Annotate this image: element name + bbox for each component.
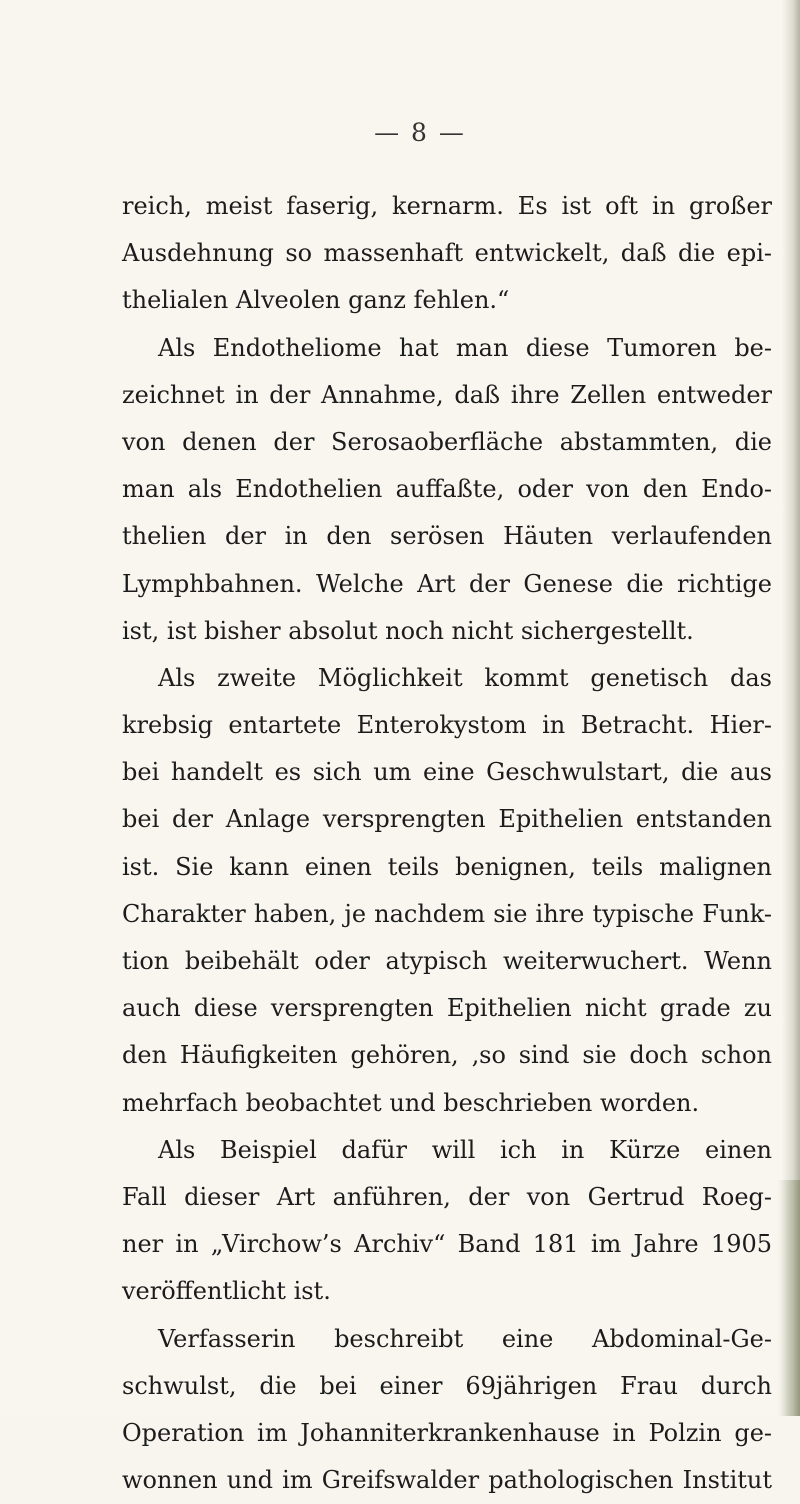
text-line: Lymphbahnen. Welche Art der Genese die richtige: [122, 569, 772, 598]
text-line: von denen der Serosaoberfläche abstammten, die: [122, 427, 772, 456]
text-line: bei der Anlage versprengten Epithelien entstanden: [122, 805, 772, 834]
text-line: wonnen und im Greifswalder pathologischen Institut: [122, 1466, 772, 1495]
text-line: man als Endothelien auffaßte, oder von den Endo-: [122, 475, 772, 504]
paragraph-first-line: Als zweite Möglichkeit kommt genetisch das: [158, 663, 772, 692]
text-line: veröffentlicht ist.: [122, 1277, 331, 1306]
text-line: schwulst, die bei einer 69jährigen Frau durch: [122, 1371, 772, 1400]
text-line: tion beibehält oder atypisch weiterwuchert. Wenn: [122, 947, 772, 975]
text-line: thelien der in den serösen Häuten verlaufenden: [122, 522, 772, 551]
text-line: Ausdehnung so massenhaft entwickelt, daß die epi-: [122, 239, 772, 268]
text-line: ist, ist bisher absolut noch nicht sichergestellt.: [122, 616, 694, 645]
paragraph-first-line: Als Endotheliome hat man diese Tumoren be-: [158, 333, 772, 362]
text-line: ner in „Virchow’s Archiv“ Band 181 im Jahre 1905: [122, 1230, 772, 1259]
paragraph-first-line: Verfasserin beschreibt eine Abdominal-Ge-: [158, 1324, 772, 1353]
text-line: ist. Sie kann einen teils benignen, teils malignen: [122, 852, 772, 881]
page-edge-stain: [778, 1180, 800, 1416]
text-line: Charakter haben, je nachdem sie ihre typische Funk-: [122, 899, 772, 928]
text-line: mehrfach beobachtet und beschrieben worden.: [122, 1088, 700, 1117]
text-line: auch diese versprengten Epithelien nicht grade zu: [122, 994, 772, 1023]
text-line: zeichnet in der Annahme, daß ihre Zellen entweder: [122, 380, 772, 409]
text-line: Fall dieser Art anführen, der von Gertrud Roeg-: [122, 1182, 772, 1211]
text-line: reich, meist faserig, kernarm. Es ist oft in großer: [122, 192, 772, 220]
paragraph-first-line: Als Beispiel dafür will ich in Kürze einen: [158, 1135, 772, 1164]
page-number: — 8 —: [374, 118, 466, 147]
text-line: bei handelt es sich um eine Geschwulstart, die aus: [122, 758, 772, 787]
text-line: Operation im Johanniterkrankenhause in Polzin ge-: [122, 1418, 772, 1447]
body-text: [122, 183, 772, 1504]
text-line: krebsig entartete Enterokystom in Betracht. Hier-: [122, 711, 772, 740]
text-line: den Häufigkeiten gehören, ‚so sind sie doch schon: [122, 1041, 772, 1070]
text-line: thelialen Alveolen ganz fehlen.“: [122, 286, 510, 315]
